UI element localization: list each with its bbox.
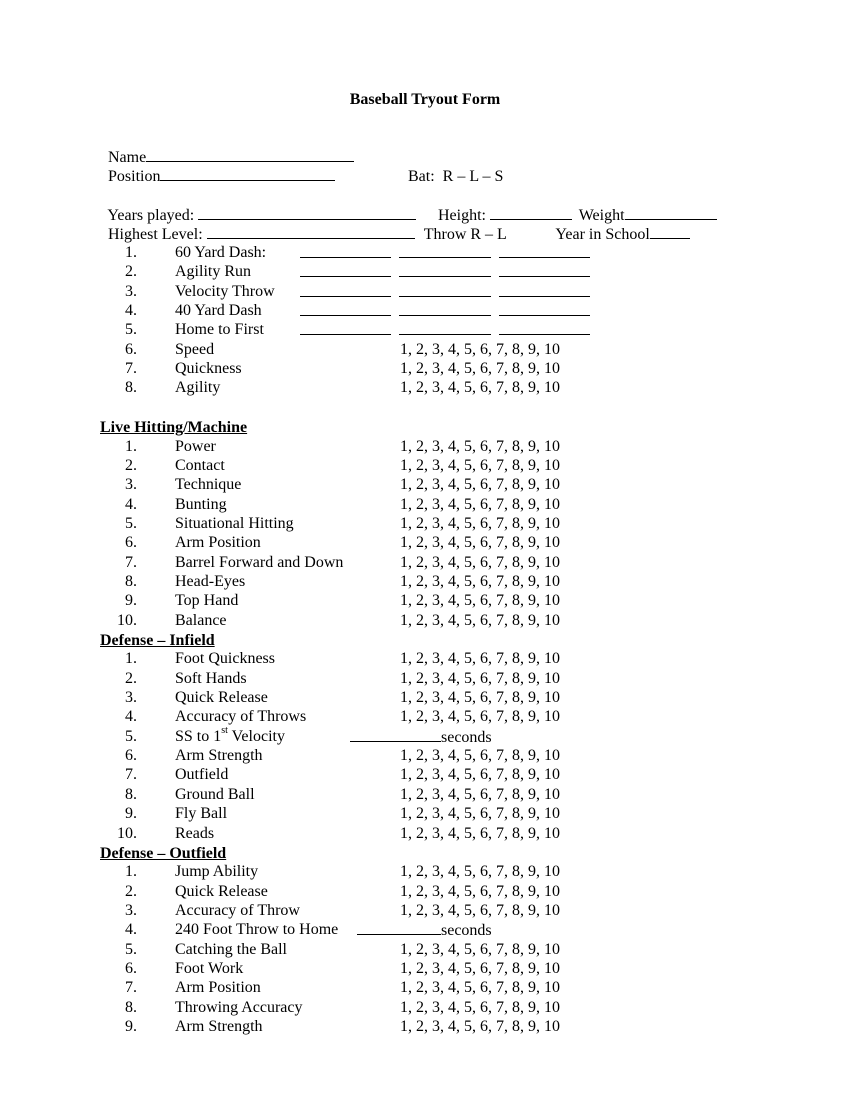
rating-scale[interactable]: 1, 2, 3, 4, 5, 6, 7, 8, 9, 10 [400, 611, 560, 629]
height-label: Height: [438, 207, 486, 224]
year-in-school-field[interactable] [548, 206, 690, 244]
time-blank[interactable] [300, 263, 391, 277]
rating-scale[interactable]: 1, 2, 3, 4, 5, 6, 7, 8, 9, 10 [400, 766, 560, 784]
item-number: 10. [117, 611, 137, 629]
rating-row [0, 379, 850, 398]
rating-row [0, 457, 850, 476]
rating-row [0, 360, 850, 379]
item-number: 8. [125, 379, 137, 397]
item-label [175, 941, 287, 959]
rating-row [0, 650, 850, 669]
rating-scale[interactable]: 1, 2, 3, 4, 5, 6, 7, 8, 9, 10 [400, 959, 560, 977]
seconds-entry[interactable] [350, 728, 492, 747]
item-number: 3. [125, 901, 137, 919]
item-label [175, 244, 266, 262]
rating-row [0, 573, 850, 592]
rating-scale[interactable]: 1, 2, 3, 4, 5, 6, 7, 8, 9, 10 [400, 514, 560, 532]
rating-scale[interactable]: 1, 2, 3, 4, 5, 6, 7, 8, 9, 10 [400, 340, 560, 358]
timed-row [0, 244, 850, 263]
item-label [175, 825, 214, 843]
item-label-text: Quickness [175, 360, 242, 378]
seconds-blank[interactable] [357, 921, 441, 935]
bat-options: R – L – S [442, 168, 504, 185]
position-blank[interactable] [160, 167, 335, 181]
rating-scale[interactable]: 1, 2, 3, 4, 5, 6, 7, 8, 9, 10 [400, 824, 560, 842]
item-label-text: Foot Work [175, 959, 244, 977]
item-label [175, 573, 245, 591]
item-number: 6. [125, 959, 137, 977]
item-label [175, 786, 255, 804]
rating-row [0, 554, 850, 573]
item-label [175, 515, 294, 533]
rating-row [0, 689, 850, 708]
item-label-text: Top Hand [175, 592, 239, 610]
item-number: 4. [125, 495, 137, 513]
time-entry-blanks[interactable] [300, 283, 598, 302]
bat-label: Bat: [408, 168, 435, 185]
time-blank[interactable] [300, 302, 391, 316]
rating-row [0, 670, 850, 689]
item-number: 6. [125, 747, 137, 765]
rating-scale[interactable]: 1, 2, 3, 4, 5, 6, 7, 8, 9, 10 [400, 863, 560, 881]
time-blank[interactable] [300, 244, 391, 258]
item-label-text: Arm Strength [175, 1018, 263, 1035]
item-label [175, 725, 285, 746]
item-label [175, 999, 303, 1017]
rating-row [0, 941, 850, 960]
seconds-label: seconds [441, 922, 492, 940]
item-number: 1. [125, 244, 137, 261]
item-label [175, 1018, 263, 1036]
item-label [175, 883, 268, 901]
item-label [175, 263, 251, 281]
item-label-text: Agility [175, 379, 221, 397]
item-label [175, 476, 241, 494]
item-label-text: Head-Eyes [175, 572, 246, 590]
rating-row [0, 863, 850, 882]
item-label-text: Ground Ball [175, 785, 255, 803]
rating-scale[interactable]: 1, 2, 3, 4, 5, 6, 7, 8, 9, 10 [400, 592, 560, 610]
time-blank[interactable] [499, 302, 590, 316]
rating-row [0, 825, 850, 844]
item-number: 4. [125, 708, 137, 726]
item-number: 4. [125, 921, 137, 939]
seconds-entry[interactable] [357, 921, 492, 940]
item-number: 2. [125, 669, 137, 687]
throw-label: Throw R – L [423, 226, 507, 243]
rating-scale[interactable]: 1, 2, 3, 4, 5, 6, 7, 8, 9, 10 [400, 553, 560, 571]
item-label-text: Reads [175, 824, 215, 842]
rating-row [0, 476, 850, 495]
item-number: 7. [125, 979, 137, 997]
rating-row [0, 786, 850, 805]
rating-scale[interactable]: 1, 2, 3, 4, 5, 6, 7, 8, 9, 10 [400, 379, 560, 397]
rating-scale[interactable]: 1, 2, 3, 4, 5, 6, 7, 8, 9, 10 [400, 979, 560, 997]
item-label-text: Quick Release [175, 689, 268, 707]
throw-field [416, 206, 507, 244]
time-blank[interactable] [399, 244, 491, 258]
item-label-text: Speed [175, 340, 215, 358]
item-label-text: Arm Strength [175, 747, 263, 765]
item-number: 5. [125, 940, 137, 958]
time-blank[interactable] [499, 263, 590, 277]
item-label-superscript: st [221, 725, 228, 737]
item-label-text: Arm Position [175, 534, 261, 552]
item-number: 6. [125, 534, 137, 552]
rating-row [0, 902, 850, 921]
timed-row [0, 321, 850, 340]
item-label-text: Outfield [175, 766, 229, 784]
item-number: 5. [125, 321, 137, 339]
item-label [175, 863, 258, 881]
rating-scale[interactable]: 1, 2, 3, 4, 5, 6, 7, 8, 9, 10 [400, 747, 560, 765]
rating-row [0, 725, 850, 747]
item-label [175, 960, 243, 978]
rating-row [0, 1018, 850, 1037]
timed-row [0, 263, 850, 282]
rating-row [0, 612, 850, 631]
rating-scale[interactable]: 1, 2, 3, 4, 5, 6, 7, 8, 9, 10 [400, 1018, 560, 1035]
time-entry-blanks[interactable] [300, 321, 598, 340]
item-label-text: Home to First [175, 321, 264, 339]
item-label [175, 534, 261, 552]
item-label [175, 457, 225, 475]
position-label: Position [108, 168, 161, 185]
item-label-text: Soft Hands [175, 669, 247, 687]
section-heading: Defense – Infield [100, 632, 215, 649]
item-label-text: 60 Yard Dash: [175, 244, 267, 261]
time-entry-blanks[interactable] [300, 302, 598, 321]
item-number: 9. [125, 592, 137, 610]
item-label-text: Situational Hitting [175, 514, 294, 532]
item-label-text: Accuracy of Throws [175, 708, 307, 726]
item-label-text: Quick Release [175, 882, 268, 900]
rating-scale[interactable]: 1, 2, 3, 4, 5, 6, 7, 8, 9, 10 [400, 805, 560, 823]
item-label [175, 496, 227, 514]
rating-scale[interactable]: 1, 2, 3, 4, 5, 6, 7, 8, 9, 10 [400, 785, 560, 803]
rating-scale[interactable]: 1, 2, 3, 4, 5, 6, 7, 8, 9, 10 [400, 360, 560, 378]
rating-row [0, 979, 850, 998]
item-number: 8. [125, 998, 137, 1016]
item-label [175, 592, 238, 610]
time-blank[interactable] [300, 321, 391, 335]
item-number: 7. [125, 766, 137, 784]
item-label-text: Barrel Forward and Down [175, 553, 344, 571]
rating-scale[interactable]: 1, 2, 3, 4, 5, 6, 7, 8, 9, 10 [400, 534, 560, 552]
item-label-text: Agility Run [175, 263, 252, 281]
timed-row [0, 302, 850, 321]
item-label-text: Bunting [175, 495, 227, 513]
item-label [175, 979, 261, 997]
item-number: 1. [125, 437, 137, 455]
item-label-text: 40 Yard Dash [175, 302, 262, 320]
item-label [175, 379, 220, 397]
name-label: Name [108, 149, 147, 166]
rating-row [0, 960, 850, 979]
form-title: Baseball Tryout Form [349, 91, 501, 108]
rating-row [0, 341, 850, 360]
item-label-text: SS to 1 [175, 727, 222, 745]
rating-row [0, 534, 850, 553]
time-blank[interactable] [499, 321, 590, 335]
seconds-label: seconds [441, 728, 492, 746]
item-number: 8. [125, 785, 137, 803]
highest-level-blank[interactable] [207, 225, 415, 239]
item-number: 7. [125, 553, 137, 571]
time-blank[interactable] [399, 263, 491, 277]
item-label-text: 240 Foot Throw to Home [175, 921, 339, 939]
item-label [175, 438, 216, 456]
item-label-text: Accuracy of Throw [175, 901, 300, 919]
rating-scale[interactable]: 1, 2, 3, 4, 5, 6, 7, 8, 9, 10 [400, 437, 560, 455]
item-number: 8. [125, 572, 137, 590]
time-entry-blanks[interactable] [300, 244, 598, 263]
item-number: 4. [125, 302, 137, 320]
rating-row [0, 747, 850, 766]
rating-scale[interactable]: 1, 2, 3, 4, 5, 6, 7, 8, 9, 10 [400, 998, 560, 1016]
item-label [175, 283, 275, 301]
item-label [175, 360, 242, 378]
rating-row [0, 438, 850, 457]
item-label-text: Catching the Ball [175, 940, 287, 958]
rating-row [0, 592, 850, 611]
item-number: 2. [125, 456, 137, 474]
item-number: 7. [125, 360, 137, 378]
item-number: 9. [125, 805, 137, 823]
rating-scale[interactable]: 1, 2, 3, 4, 5, 6, 7, 8, 9, 10 [400, 689, 560, 707]
timed-row [0, 283, 850, 302]
rating-scale[interactable]: 1, 2, 3, 4, 5, 6, 7, 8, 9, 10 [400, 456, 560, 474]
time-entry-blanks[interactable] [300, 263, 598, 282]
rating-scale[interactable]: 1, 2, 3, 4, 5, 6, 7, 8, 9, 10 [400, 940, 560, 958]
item-number: 3. [125, 689, 137, 707]
rating-row [0, 883, 850, 902]
rating-row [0, 921, 850, 940]
item-number: 10. [117, 824, 137, 842]
item-number: 3. [125, 282, 137, 300]
rating-scale[interactable]: 1, 2, 3, 4, 5, 6, 7, 8, 9, 10 [400, 495, 560, 513]
rating-scale[interactable]: 1, 2, 3, 4, 5, 6, 7, 8, 9, 10 [400, 708, 560, 726]
rating-scale[interactable]: 1, 2, 3, 4, 5, 6, 7, 8, 9, 10 [400, 572, 560, 590]
rating-scale[interactable]: 1, 2, 3, 4, 5, 6, 7, 8, 9, 10 [400, 476, 560, 494]
item-label [175, 341, 214, 359]
item-label-text: Contact [175, 456, 225, 474]
item-number: 5. [125, 727, 137, 745]
item-label-text: Technique [175, 476, 242, 494]
item-number: 9. [125, 1018, 137, 1035]
time-blank[interactable] [399, 302, 491, 316]
highest-level-label: Highest Level: [108, 226, 203, 243]
section-heading: Live Hitting/Machine [100, 419, 248, 437]
item-label-text: Throwing Accuracy [175, 998, 303, 1016]
item-label-text: Jump Ability [175, 863, 259, 881]
rating-row [0, 805, 850, 824]
time-blank[interactable] [499, 244, 590, 258]
rating-row [0, 766, 850, 785]
item-number: 6. [125, 340, 137, 358]
weight-label: Weight [578, 207, 625, 224]
item-label [175, 708, 306, 726]
rating-scale[interactable]: 1, 2, 3, 4, 5, 6, 7, 8, 9, 10 [400, 882, 560, 900]
item-number: 2. [125, 263, 137, 281]
rating-row [0, 496, 850, 515]
item-number: 1. [125, 650, 137, 668]
item-label-text: Fly Ball [175, 805, 228, 823]
year-in-school-blank[interactable] [650, 225, 690, 239]
time-blank[interactable] [300, 283, 391, 297]
rating-row [0, 708, 850, 727]
rating-scale[interactable]: 1, 2, 3, 4, 5, 6, 7, 8, 9, 10 [400, 669, 560, 687]
item-label [175, 612, 227, 630]
item-label-text: Power [175, 437, 216, 455]
rating-row [0, 999, 850, 1018]
year-in-school-label: Year in School [555, 226, 650, 243]
item-label [175, 302, 262, 320]
item-number: 1. [125, 863, 137, 881]
item-label [175, 747, 263, 765]
rating-scale[interactable]: 1, 2, 3, 4, 5, 6, 7, 8, 9, 10 [400, 901, 560, 919]
item-label [175, 902, 300, 920]
years-played-label: Years played: [107, 207, 195, 224]
item-label [175, 689, 268, 707]
time-blank[interactable] [399, 283, 491, 297]
item-label-text: Velocity Throw [175, 282, 275, 300]
item-label [175, 766, 228, 784]
time-blank[interactable] [399, 321, 491, 335]
item-label-text: Balance [175, 611, 227, 629]
time-blank[interactable] [499, 283, 590, 297]
item-label-text: Arm Position [175, 979, 261, 997]
item-label [175, 554, 343, 572]
rating-scale[interactable]: 1, 2, 3, 4, 5, 6, 7, 8, 9, 10 [400, 650, 560, 668]
item-number: 2. [125, 882, 137, 900]
item-label [175, 921, 338, 939]
item-label [175, 650, 275, 668]
item-label-text: Foot Quickness [175, 650, 275, 668]
item-label [175, 670, 247, 688]
bat-field [400, 148, 503, 186]
section-heading: Defense – Outfield [100, 844, 227, 862]
item-label [175, 805, 227, 823]
item-number: 5. [125, 514, 137, 532]
rating-row [0, 515, 850, 534]
position-field[interactable] [100, 148, 335, 186]
item-label-suffix: Velocity [227, 727, 285, 745]
seconds-blank[interactable] [350, 728, 441, 742]
item-label [175, 321, 264, 339]
item-number: 3. [125, 476, 137, 494]
highest-level-field[interactable] [100, 206, 415, 244]
